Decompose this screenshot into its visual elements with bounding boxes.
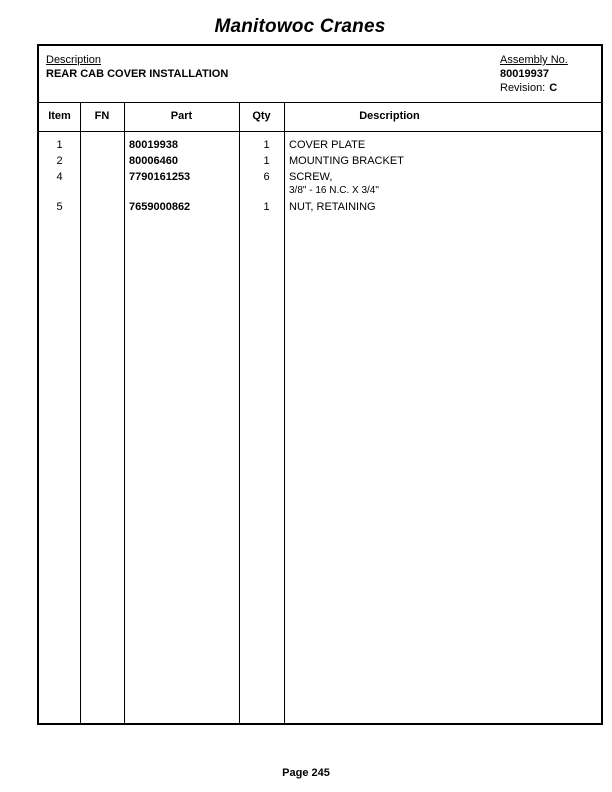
page-number: Page 245: [282, 767, 330, 779]
part-cell: 80006460: [129, 155, 178, 167]
part-cell: 7790161253: [129, 171, 191, 183]
qty-cell: 1: [263, 201, 270, 213]
assembly-number-label: Assembly No.: [500, 54, 568, 66]
column-header-description: Description: [359, 110, 420, 122]
description-cell: [289, 201, 376, 214]
description-cell: [289, 171, 379, 197]
description-text: COVER PLATE: [289, 139, 366, 151]
description-text: NUT, RETAINING: [289, 201, 376, 213]
description-cell: [289, 139, 365, 152]
column-header-item: Item: [48, 110, 71, 122]
qty-cell: 6: [263, 171, 270, 183]
parts-list-table: [37, 44, 603, 725]
column-header-fn: FN: [94, 110, 110, 122]
description-detail: 3/8" - 16 N.C. X 3/4": [289, 185, 379, 196]
description-text: SCREW,: [289, 171, 333, 183]
qty-cell: 1: [263, 155, 270, 167]
column-header-qty: Qty: [252, 110, 271, 122]
item-cell: 2: [56, 155, 63, 167]
column-divider: [284, 102, 285, 723]
revision: [500, 82, 557, 94]
qty-cell: 1: [263, 139, 270, 151]
part-cell: 7659000862: [129, 201, 191, 213]
description-text: MOUNTING BRACKET: [289, 155, 404, 167]
description-cell: [289, 155, 404, 168]
page-title: Manitowoc Cranes: [214, 16, 386, 37]
column-divider: [124, 102, 125, 723]
column-divider: [80, 102, 81, 723]
revision-value: C: [549, 82, 558, 94]
column-header-part: Part: [170, 110, 193, 122]
description-label: Description: [46, 54, 102, 66]
item-cell: 1: [56, 139, 63, 151]
item-cell: 5: [56, 201, 63, 213]
part-cell: 80019938: [129, 139, 178, 151]
description-value: REAR CAB COVER INSTALLATION: [46, 68, 229, 80]
assembly-number-value: 80019937: [500, 68, 549, 80]
item-cell: 4: [56, 171, 63, 183]
column-divider: [239, 102, 240, 723]
revision-label: Revision:: [500, 82, 546, 94]
